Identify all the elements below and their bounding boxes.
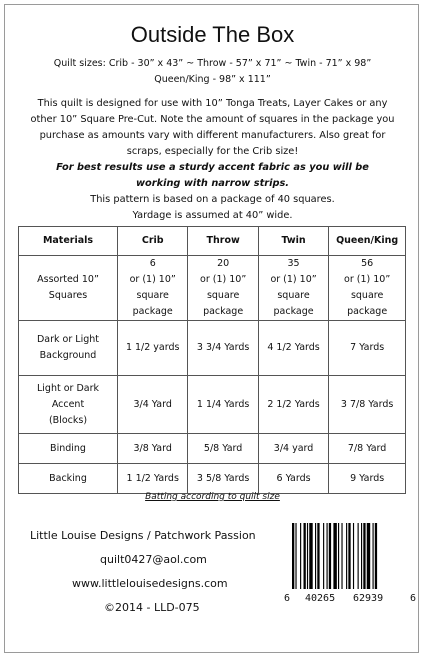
table-cell: Binding — [19, 434, 118, 464]
barcode-bar — [300, 523, 301, 589]
table-row — [19, 256, 406, 321]
page-title: Outside The Box — [130, 22, 295, 47]
description-para2: This pattern is based on a package of 40 squares. — [90, 194, 335, 205]
table-cell: 56 or (1) 10” square package — [329, 256, 406, 321]
table-row — [19, 464, 406, 494]
barcode-bar — [327, 523, 328, 589]
table-cell: 9 Yards — [329, 464, 406, 494]
barcode-bar — [323, 523, 324, 589]
description — [30, 96, 395, 224]
table-cell: 4 1/2 Yards — [258, 321, 328, 376]
email-link[interactable]: quilt0427@aol.com — [100, 553, 207, 566]
table-cell: 1 1/2 yards — [118, 321, 188, 376]
barcode-bar — [304, 523, 306, 589]
barcode-digit-left: 6 — [284, 593, 291, 604]
table-cell: 1 1/2 Yards — [118, 464, 188, 494]
table-cell: 5/8 Yard — [188, 434, 258, 464]
barcode-bar — [375, 523, 377, 589]
quilt-sizes-line2: Queen/King - 98” x 111” — [154, 74, 271, 85]
table-cell: 6 Yards — [258, 464, 328, 494]
materials-table — [18, 226, 406, 494]
table-header: Twin — [258, 227, 328, 256]
batting-note: Batting according to quilt size — [145, 492, 280, 502]
description-para3: Yardage is assumed at 40” wide. — [132, 210, 293, 221]
table-cell: Light or Dark Accent (Blocks) — [19, 376, 118, 434]
barcode-bar — [295, 523, 296, 589]
barcode-bar — [309, 523, 312, 589]
table-header: Crib — [118, 227, 188, 256]
table-cell: 3/4 yard — [258, 434, 328, 464]
table-cell: 6 or (1) 10” square package — [118, 256, 188, 321]
barcode-bar — [315, 523, 316, 589]
table-row — [19, 376, 406, 434]
table-cell: Assorted 10” Squares — [19, 256, 118, 321]
barcode-group1: 40265 — [305, 593, 336, 604]
barcode-bar — [373, 523, 374, 589]
table-cell: 7/8 Yard — [329, 434, 406, 464]
table-cell: 3 7/8 Yards — [329, 376, 406, 434]
company-name: Little Louise Designs / Patchwork Passion — [30, 529, 256, 542]
table-header: Materials — [19, 227, 118, 256]
barcode-bar — [346, 523, 347, 589]
table-cell: 2 1/2 Yards — [258, 376, 328, 434]
table-row — [19, 321, 406, 376]
copyright: ©2014 - LLD-075 — [104, 601, 200, 614]
table-header-row — [19, 227, 406, 256]
table-cell: 3 5/8 Yards — [188, 464, 258, 494]
table-cell: 20 or (1) 10” square package — [188, 256, 258, 321]
barcode-bar — [317, 523, 319, 589]
table-cell: 3/4 Yard — [118, 376, 188, 434]
barcode-digit-right: 6 — [410, 593, 417, 604]
barcode-bar — [348, 523, 350, 589]
table-cell: 1 1/4 Yards — [188, 376, 258, 434]
barcode-bar — [367, 523, 370, 589]
barcode-bar — [353, 523, 354, 589]
barcode-bar — [292, 523, 294, 589]
barcode-bar — [333, 523, 336, 589]
table-row — [19, 434, 406, 464]
table-cell: 3/8 Yard — [118, 434, 188, 464]
table-cell: Dark or Light Background — [19, 321, 118, 376]
barcode-group2: 62939 — [353, 593, 384, 604]
table-header: Throw — [188, 227, 258, 256]
barcode-bar — [307, 523, 308, 589]
barcode-bar — [338, 523, 339, 589]
description-para1: This quilt is designed for use with 10” Tonga Treats, Layer Cakes or any other 10” Square Pre-Cut. Note the amount of squares in the package you purchase as amounts vary with different manufacturers. Also great for scraps, especially for the Crib size! — [30, 98, 395, 157]
table-cell: 35 or (1) 10” square package — [258, 256, 328, 321]
barcode-bar — [363, 523, 365, 589]
barcode-image — [292, 523, 406, 589]
table-cell: Backing — [19, 464, 118, 494]
barcode-bar — [358, 523, 359, 589]
table-cell: 7 Yards — [329, 321, 406, 376]
accent-fabric-note: For best results use a sturdy accent fabric as you will be working with narrow strips. — [56, 162, 369, 189]
table-header: Queen/King — [329, 227, 406, 256]
quilt-sizes-line1: Quilt sizes: Crib - 30” x 43” ~ Throw - 57” x 71” ~ Twin - 71” x 98” — [53, 58, 372, 69]
barcode-bar — [341, 523, 342, 589]
barcode-bar — [329, 523, 331, 589]
barcode-bar — [361, 523, 362, 589]
website-link[interactable]: www.littlelouisedesigns.com — [72, 577, 228, 590]
table-cell: 3 3/4 Yards — [188, 321, 258, 376]
